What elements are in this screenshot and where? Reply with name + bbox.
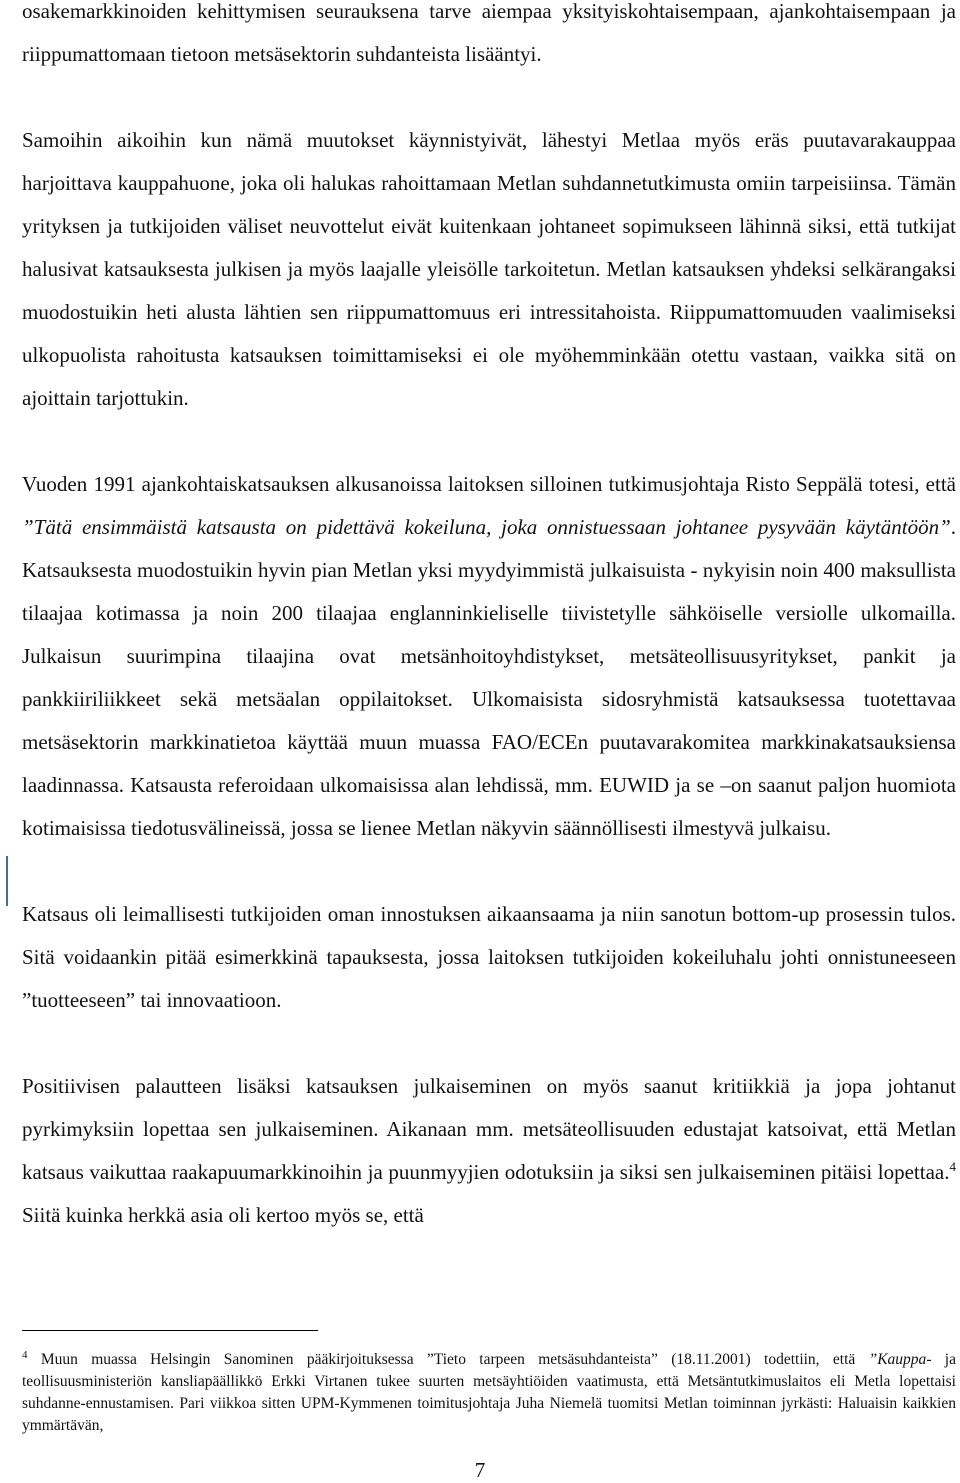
paragraph-5 (22, 1065, 956, 1237)
footnote-text-b: - ja teollisuusministeriön kansliapäällikkö Erkki Virtanen tukee suurten metsäyhtiöiden vaatimusta, että Metsäntutkimuslaitos eli Metla lopettaisi suhdanne-ennustamisen. Pari viikkoa sitten UPM-Kymmenen toimitusjohtaja Juha Niemelä tuomitsi Metlan toiminnan jyrkästi: Haluaisin kaikkien ymmärtävän, (22, 1351, 956, 1434)
footnote-text-italic: ”Kauppa (868, 1351, 927, 1368)
paragraph-3 (22, 463, 956, 850)
footnote-separator (22, 1330, 318, 1331)
page-number: 7 (474, 1458, 486, 1482)
footnote-number: 4 (22, 1348, 28, 1361)
paragraph-5-text-b: Siitä kuinka herkkä asia oli kertoo myös se, että (22, 1203, 424, 1227)
paragraph-5-text-a: Positiivisen palautteen lisäksi katsauksen julkaiseminen on myös saanut kritiikkiä ja jopa johtanut pyrkimyksiin lopettaa sen julkaiseminen. Aikanaan mm. metsäteollisuuden edustajat katsoivat, että Metlan katsaus vaikuttaa raakapuumarkkinoihin ja puunmyyjien odotuksiin ja siksi sen julkaiseminen pitäisi lopettaa. (22, 1074, 956, 1184)
paragraph-3-text-a: Vuoden 1991 ajankohtaiskatsauksen alkusanoissa laitoksen silloinen tutkimusjohtaja Risto Seppälä totesi, että (22, 472, 956, 496)
footnote-reference[interactable]: 4 (949, 1159, 956, 1174)
paragraph-2: Samoihin aikoihin kun nämä muutokset käynnistyivät, lähestyi Metlaa myös eräs puutavarakauppaa harjoittava kauppahuone, joka oli halukas rahoittamaan Metlan suhdannetutkimusta omiin tarpeisiinsa. Tämän yrityksen ja tutkijoiden väliset neuvottelut eivät kuitenkaan johtaneet sopimukseen lähinnä siksi, että tutkijat halusivat katsauksesta julkisen ja myös laajalle yleisölle tarkoitetun. Metlan katsauksen yhdeksi selkärangaksi muodostuikin heti alusta lähtien sen riippumattomuus eri intressitahoista. Riippumattomuuden vaalimiseksi ulkopuolista rahoitusta katsauksen toimittamiseksi ei ole myöhemminkään otettu vastaan, vaikka sitä on ajoittain tarjottukin. (22, 128, 956, 410)
page-body (22, 0, 956, 1237)
footnote-text-a: Muun muassa Helsingin Sanominen pääkirjoituksessa ”Tieto tarpeen metsäsuhdanteista” (18.11.2001) todettiin, että (27, 1351, 869, 1368)
paragraph-4: Katsaus oli leimallisesti tutkijoiden oman innostuksen aikaansaama ja niin sanotun bottom-up prosessin tulos. Sitä voidaankin pitää esimerkkinä tapauksesta, jossa laitoksen tutkijoiden kokeiluhalu johti onnistuneeseen ”tuotteeseen” tai innovaatioon. (22, 902, 956, 1012)
footnote (22, 1349, 956, 1437)
paragraph-1: osakemarkkinoiden kehittymisen seurauksena tarve aiempaa yksityiskohtaisempaan, ajankohtaisempaan ja riippumattomaan tietoon metsäsektorin suhdanteista lisääntyi. (22, 0, 956, 66)
paragraph-3-text-b: . Katsauksesta muodostuikin hyvin pian Metlan yksi myydyimmistä julkaisuista - nykyisin noin 400 maksullista tilaajaa kotimassa ja noin 200 tilaajaa englanninkieliselle tiivistetylle sähköiselle versiolle ulkomailla. Julkaisun suurimpina tilaajina ovat metsänhoitoyhdistykset, metsäteollisuusyritykset, pankit ja pankkiiriliikkeet sekä metsäalan oppilaitokset. Ulkomaisista sidosryhmistä katsauksessa tuotettavaa metsäsektorin markkinatietoa käyttää muun muassa FAO/ECEn puutavarakomitea markkinakatsauksiensa laadinnassa. Katsausta referoidaan ulkomaisissa alan lehdissä, mm. EUWID ja se –on saanut paljon huomiota kotimaisissa tiedotusvälineissä, jossa se lienee Metlan näkyvin säännöllisesti ilmestyvä julkaisu. (22, 515, 956, 840)
revision-change-bar (6, 856, 8, 906)
paragraph-3-quote: ”Tätä ensimmäistä katsausta on pidettävä kokeiluna, joka onnistuessaan johtanee pysyvään käytäntöön” (22, 515, 951, 539)
